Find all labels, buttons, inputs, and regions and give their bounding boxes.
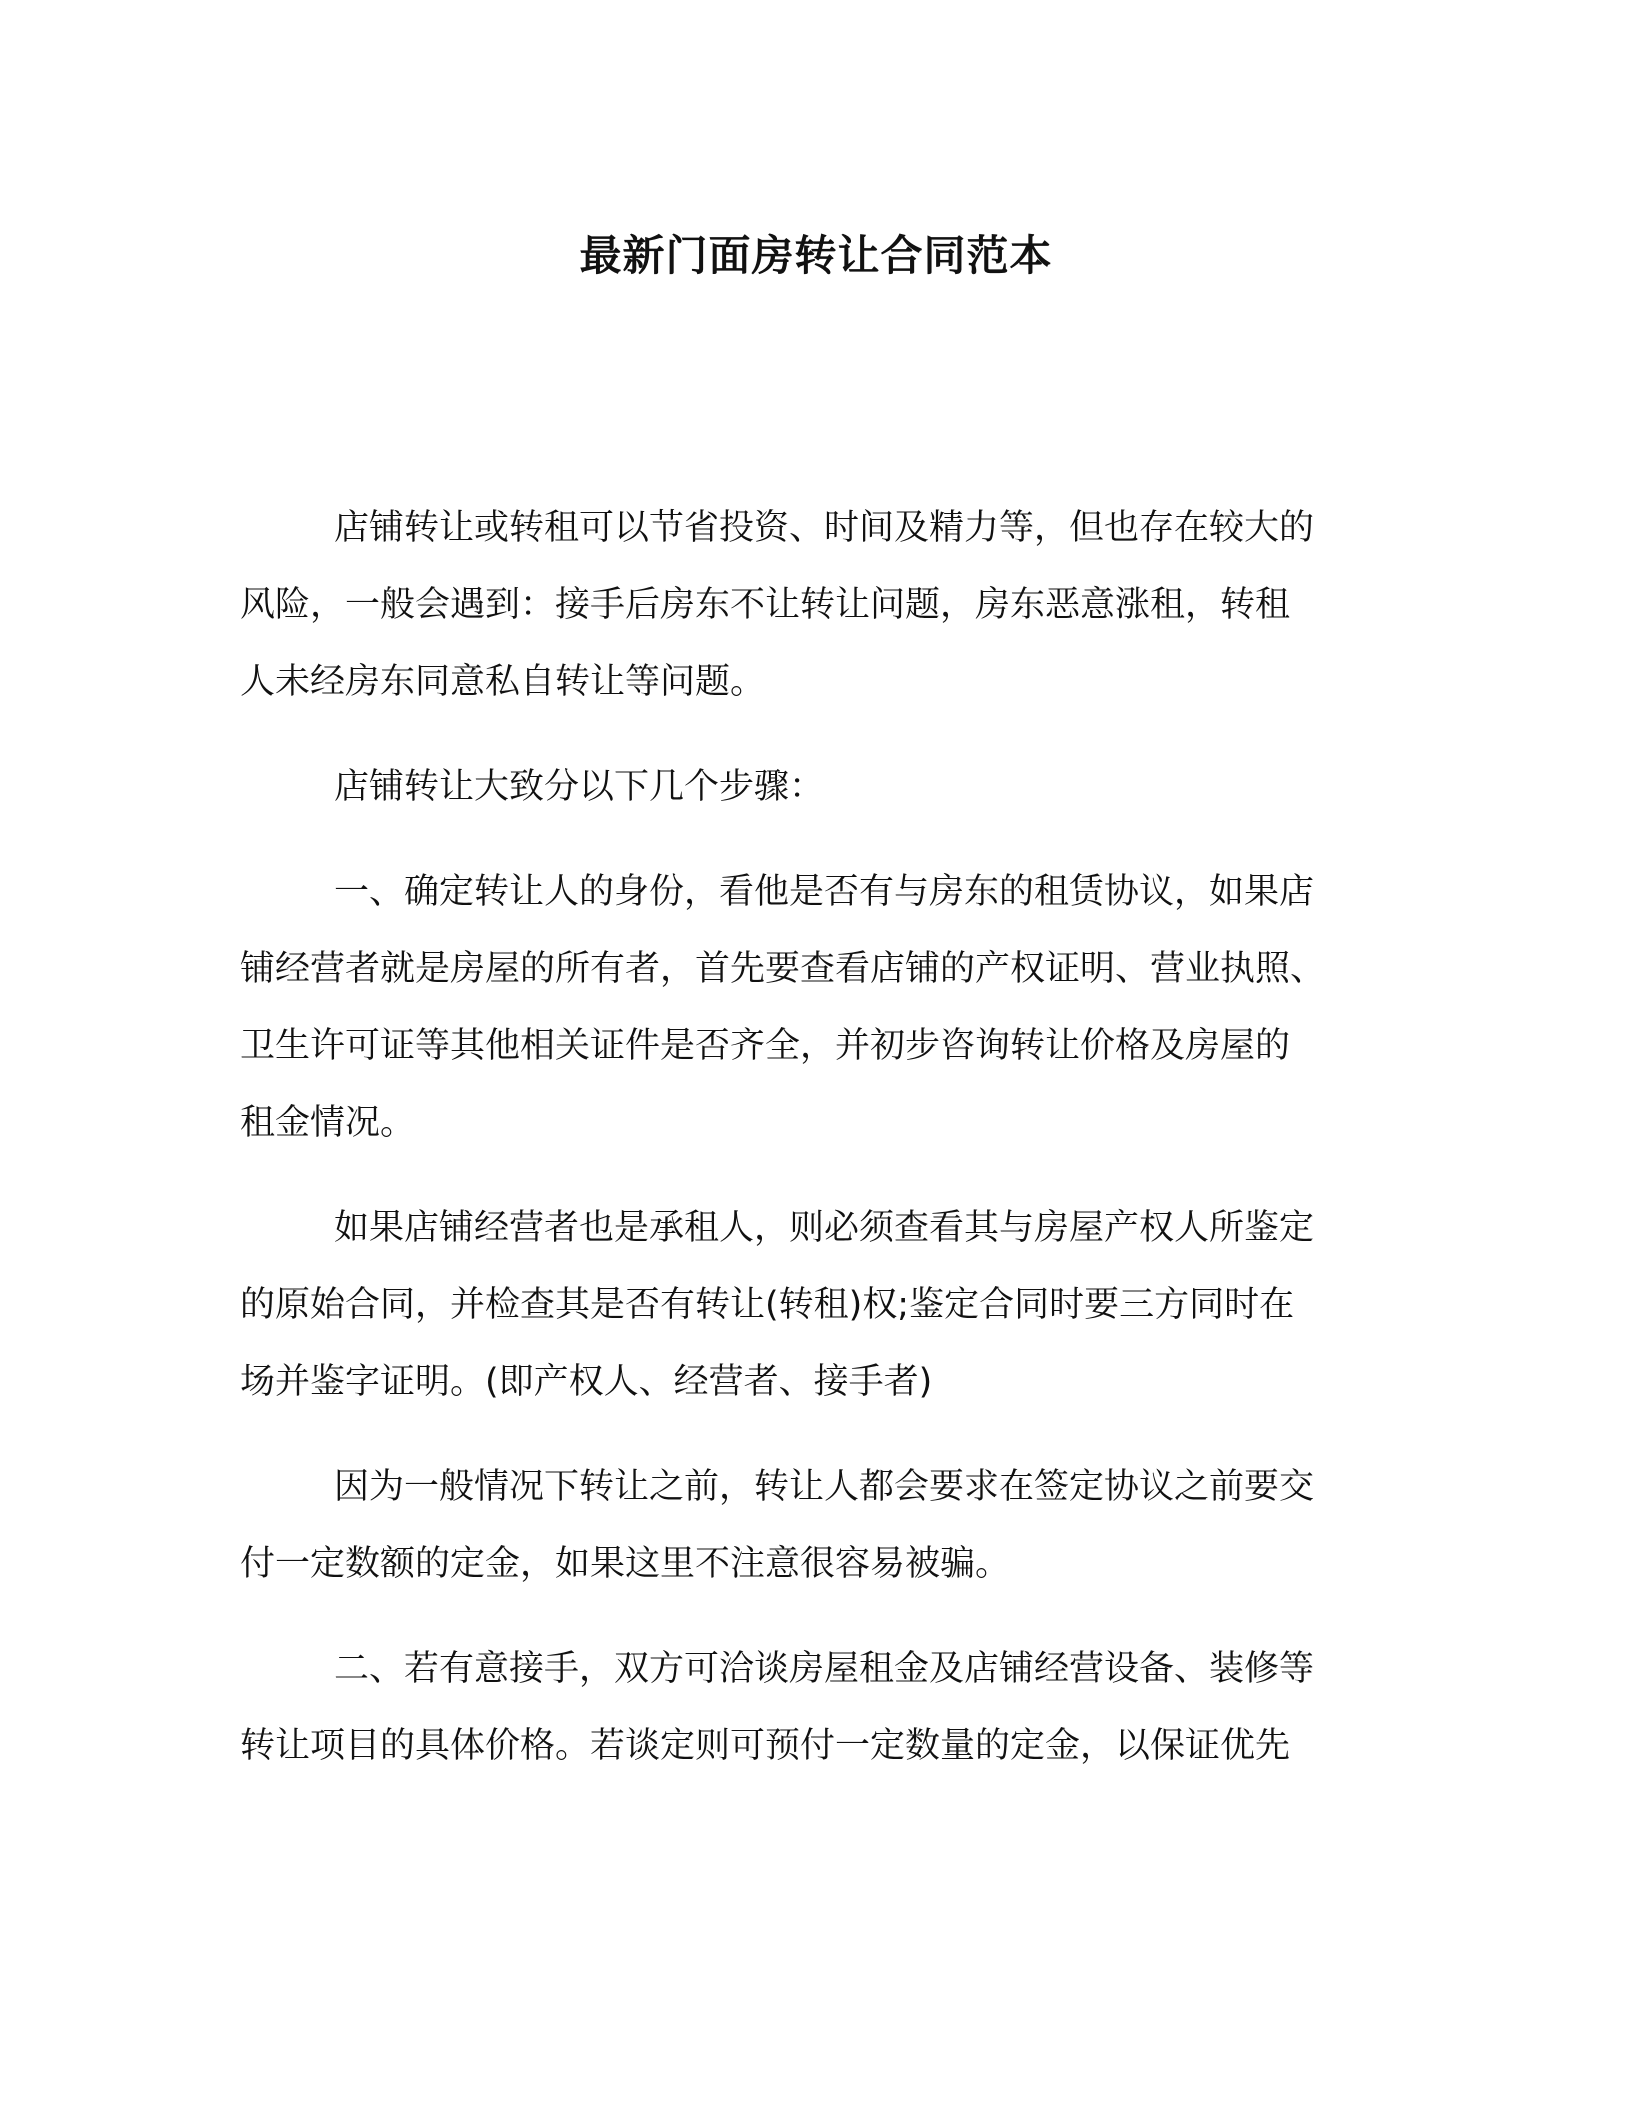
paragraph-line: 的原始合同，并检查其是否有转让(转租)权;鉴定合同时要三方同时在	[240, 1285, 1295, 1325]
paragraph-line: 场并鉴字证明。(即产权人、经营者、接手者)	[240, 1362, 933, 1402]
paragraph-deposit-warning	[240, 1449, 1378, 1603]
paragraph-line: 卫生许可证等其他相关证件是否齐全，并初步咨询转让价格及房屋的	[240, 1026, 1291, 1066]
paragraph-step-two	[240, 1631, 1378, 1785]
paragraph-line: 人未经房东同意私自转让等问题。	[240, 662, 766, 702]
paragraph-line: 如果店铺经营者也是承租人，则必须查看其与房屋产权人所鉴定	[334, 1208, 1315, 1248]
paragraph-line: 店铺转让大致分以下几个步骤：	[334, 767, 825, 807]
paragraph-line: 二、若有意接手，双方可洽谈房屋租金及店铺经营设备、装修等	[334, 1649, 1315, 1689]
document-body	[240, 490, 1378, 1813]
paragraph-line: 一、确定转让人的身份，看他是否有与房东的租赁协议，如果店	[334, 872, 1315, 912]
paragraph-line: 转让项目的具体价格。若谈定则可预付一定数量的定金，以保证优先	[240, 1726, 1291, 1766]
paragraph-steps-heading	[240, 749, 1378, 826]
paragraph-intro	[240, 490, 1378, 721]
paragraph-line: 因为一般情况下转让之前，转让人都会要求在签定协议之前要交	[334, 1467, 1315, 1507]
paragraph-lessee-check	[240, 1190, 1378, 1421]
paragraph-line: 租金情况。	[240, 1103, 416, 1143]
paragraph-line: 付一定数额的定金，如果这里不注意很容易被骗。	[240, 1544, 1011, 1584]
paragraph-line: 风险，一般会遇到：接手后房东不让转让问题，房东恶意涨租，转租	[240, 585, 1291, 625]
paragraph-line: 店铺转让或转租可以节省投资、时间及精力等，但也存在较大的	[334, 508, 1315, 548]
paragraph-step-one	[240, 854, 1378, 1162]
document-title: 最新门面房转让合同范本	[579, 231, 1053, 280]
paragraph-line: 铺经营者就是房屋的所有者，首先要查看店铺的产权证明、营业执照、	[240, 949, 1326, 989]
